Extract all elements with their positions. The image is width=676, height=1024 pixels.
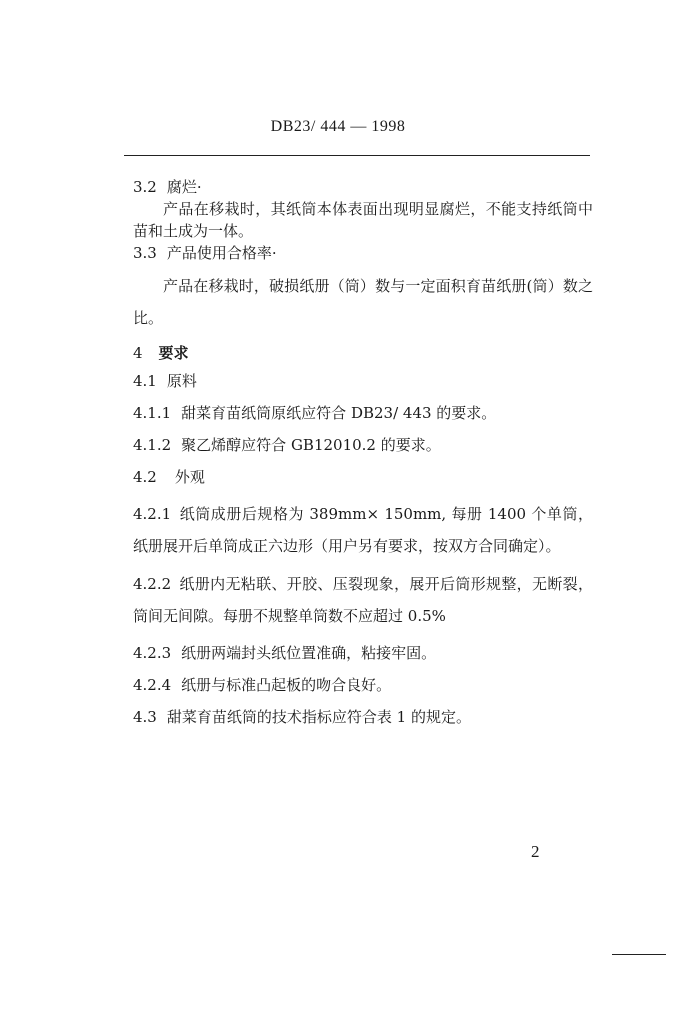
clause-number: 4.1.1 — [133, 404, 172, 422]
clause-text: 纸册内无粘联、开胶、压裂现象，展开后筒形规整，无断裂，筒间无间隙。每册不规整单筒数不应超过 0.5% — [133, 575, 593, 625]
paragraph-3-3: 产品在移栽时，破损纸册（筒）数与一定面积育苗纸册(筒）数之比。 — [133, 277, 593, 327]
footer-rule — [612, 954, 666, 955]
clause-text: 纸册与标准凸起板的吻合良好。 — [181, 676, 392, 694]
clause-text: 聚乙烯醇应符合 GB12010.2 的要求。 — [181, 436, 441, 454]
section-number: 3.3 — [133, 244, 157, 262]
section-number: 4.1 — [133, 372, 157, 390]
clause-text: 纸筒成册后规格为 389mm× 150mm, 每册 1400 个单筒，纸册展开后单筒成正六边形（用户另有要求，按双方合同确定）。 — [133, 505, 593, 555]
section-number: 4.2 — [133, 468, 157, 486]
page-number: 2 — [531, 842, 540, 861]
clause-4-2-2 — [133, 568, 593, 632]
heading-4-1 — [133, 370, 593, 392]
clause-number: 4.2.4 — [133, 676, 172, 694]
section-title: 腐烂· — [166, 178, 202, 196]
section-title: 外观 — [174, 468, 205, 486]
clause-number: 4.2.2 — [133, 575, 172, 593]
heading-3-3 — [133, 242, 593, 264]
heading-4-2 — [133, 466, 593, 488]
heading-3-2 — [133, 176, 593, 198]
clause-text: 甜菜育苗纸筒的技术指标应符合表 1 的规定。 — [166, 708, 471, 726]
section-title: 产品使用合格率· — [166, 244, 277, 262]
clause-number: 4.2.3 — [133, 644, 172, 662]
clause-4-1-1 — [133, 402, 593, 424]
clause-number: 4.1.2 — [133, 436, 172, 454]
clause-number: 4.2.1 — [133, 505, 172, 523]
clause-4-2-1 — [133, 498, 593, 562]
clause-4-1-2 — [133, 434, 593, 456]
clause-4-2-3 — [133, 642, 593, 664]
clause-4-2-4 — [133, 674, 593, 696]
clause-text: 纸册两端封头纸位置准确，粘接牢固。 — [181, 644, 437, 662]
heading-4 — [133, 342, 593, 364]
document-body — [133, 176, 593, 728]
paragraph-3-2: 产品在移栽时，其纸筒本体表面出现明显腐烂，不能支持纸筒中苗和土成为一体。 — [133, 200, 593, 240]
header-rule — [124, 155, 590, 156]
section-number: 3.2 — [133, 178, 157, 196]
section-number: 4 — [133, 344, 143, 362]
section-title: 要求 — [158, 344, 189, 362]
clause-number: 4.3 — [133, 708, 157, 726]
section-title: 原料 — [166, 372, 197, 390]
clause-text: 甜菜育苗纸筒原纸应符合 DB23/ 443 的要求。 — [181, 404, 497, 422]
standard-code: DB23/ 444 — 1998 — [270, 118, 406, 135]
clause-4-3 — [133, 706, 593, 728]
